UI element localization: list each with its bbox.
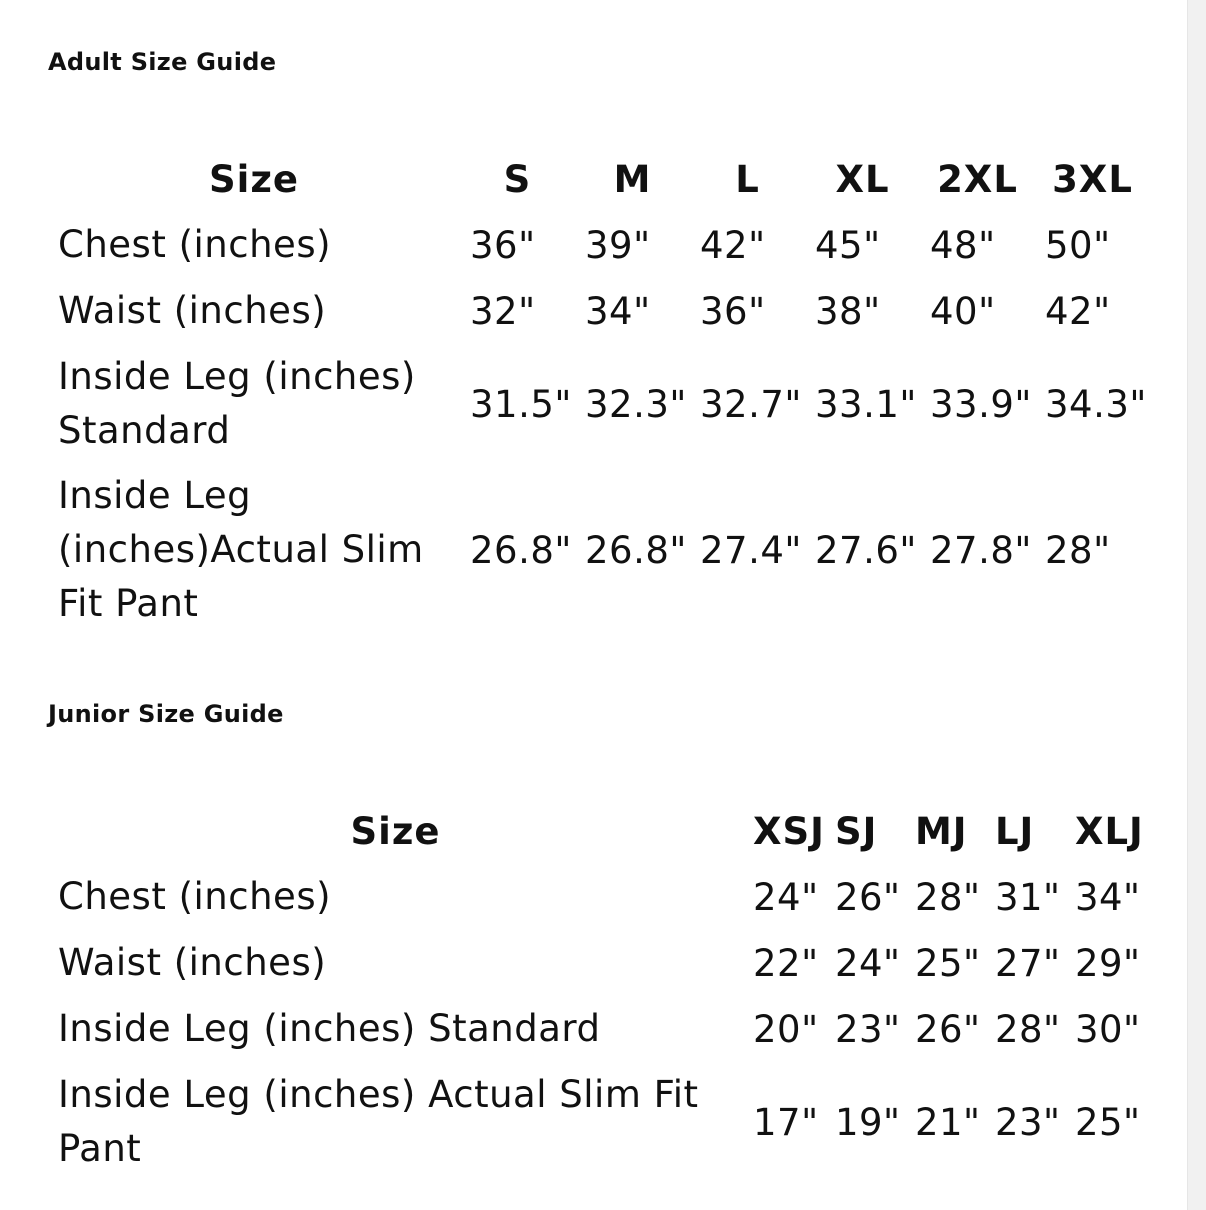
table-cell: 26" — [834, 875, 901, 919]
size-header-cell: LJ — [994, 809, 1035, 853]
size-header-cell: S — [503, 157, 532, 201]
table-cell: 19" — [834, 1100, 901, 1144]
table-row — [48, 864, 1145, 930]
table-cell: 21" — [914, 1100, 981, 1144]
table-cell: 23" — [834, 1007, 901, 1051]
size-column-header: Size — [350, 809, 441, 853]
size-header-cell: 2XL — [937, 157, 1018, 201]
table-cell: 24" — [753, 875, 819, 919]
table-cell: 20" — [753, 1007, 819, 1051]
table-cell: 26.8" — [585, 528, 687, 572]
table-row — [48, 930, 1145, 996]
table-cell: 33.1" — [815, 382, 917, 426]
size-header-cell: L — [735, 157, 760, 201]
size-header-cell: XSJ — [753, 809, 825, 853]
table-row — [48, 1062, 1145, 1182]
table-cell: 27.8" — [930, 528, 1032, 572]
junior-size-table — [48, 798, 1145, 1182]
table-cell: 24" — [834, 941, 901, 985]
row-label: Inside Leg (inches) Standard — [58, 1007, 601, 1050]
table-cell: 28" — [1045, 528, 1111, 572]
table-cell: 36" — [470, 223, 536, 267]
table-row — [48, 996, 1145, 1062]
table-cell: 34" — [585, 289, 651, 333]
size-header-cell: 3XL — [1052, 157, 1133, 201]
size-column-header: Size — [209, 157, 299, 201]
table-cell: 32.3" — [585, 382, 687, 426]
table-cell: 25" — [914, 941, 981, 985]
table-cell: 25" — [1074, 1100, 1141, 1144]
table-cell: 42" — [700, 223, 766, 267]
size-header-cell: SJ — [834, 809, 878, 853]
table-cell: 17" — [753, 1100, 819, 1144]
table-cell: 31" — [994, 875, 1061, 919]
junior-size-guide-title: Junior Size Guide — [48, 700, 284, 728]
size-header-cell: M — [613, 157, 652, 201]
table-cell: 38" — [815, 289, 881, 333]
adult-size-guide-title: Adult Size Guide — [48, 48, 277, 76]
table-cell: 42" — [1045, 289, 1111, 333]
table-row — [48, 344, 1150, 464]
table-row — [48, 212, 1150, 278]
size-header-cell: XL — [835, 157, 890, 201]
table-cell: 26.8" — [470, 528, 572, 572]
table-cell: 23" — [994, 1100, 1061, 1144]
row-label: Waist (inches) — [58, 289, 327, 332]
table-header-row — [48, 146, 1150, 212]
table-cell: 27" — [994, 941, 1061, 985]
table-cell: 39" — [585, 223, 651, 267]
page-scrollbar[interactable] — [1187, 0, 1206, 1210]
row-label: Inside Leg (inches)Actual Slim Fit Pant — [58, 474, 424, 625]
table-cell: 34.3" — [1045, 382, 1147, 426]
table-cell: 36" — [700, 289, 766, 333]
table-cell: 28" — [914, 875, 981, 919]
table-cell: 45" — [815, 223, 881, 267]
table-cell: 27.6" — [815, 528, 917, 572]
table-cell: 30" — [1074, 1007, 1141, 1051]
table-cell: 34" — [1074, 875, 1141, 919]
size-header-cell: MJ — [914, 809, 968, 853]
row-label: Chest (inches) — [58, 875, 332, 918]
table-cell: 26" — [914, 1007, 981, 1051]
table-row — [48, 464, 1150, 636]
table-cell: 22" — [753, 941, 819, 985]
table-header-row — [48, 798, 1145, 864]
table-cell: 28" — [994, 1007, 1061, 1051]
row-label: Inside Leg (inches) Standard — [58, 355, 416, 452]
table-cell: 32.7" — [700, 382, 802, 426]
table-cell: 33.9" — [930, 382, 1032, 426]
table-cell: 50" — [1045, 223, 1111, 267]
size-header-cell: XLJ — [1074, 809, 1144, 853]
table-cell: 27.4" — [700, 528, 802, 572]
row-label: Chest (inches) — [58, 223, 332, 266]
row-label: Inside Leg (inches) Actual Slim Fit Pant — [58, 1073, 699, 1170]
table-cell: 31.5" — [470, 382, 572, 426]
adult-size-table — [48, 146, 1150, 636]
table-cell: 48" — [930, 223, 996, 267]
row-label: Waist (inches) — [58, 941, 327, 984]
table-row — [48, 278, 1150, 344]
table-cell: 29" — [1074, 941, 1141, 985]
table-cell: 40" — [930, 289, 996, 333]
table-cell: 32" — [470, 289, 536, 333]
